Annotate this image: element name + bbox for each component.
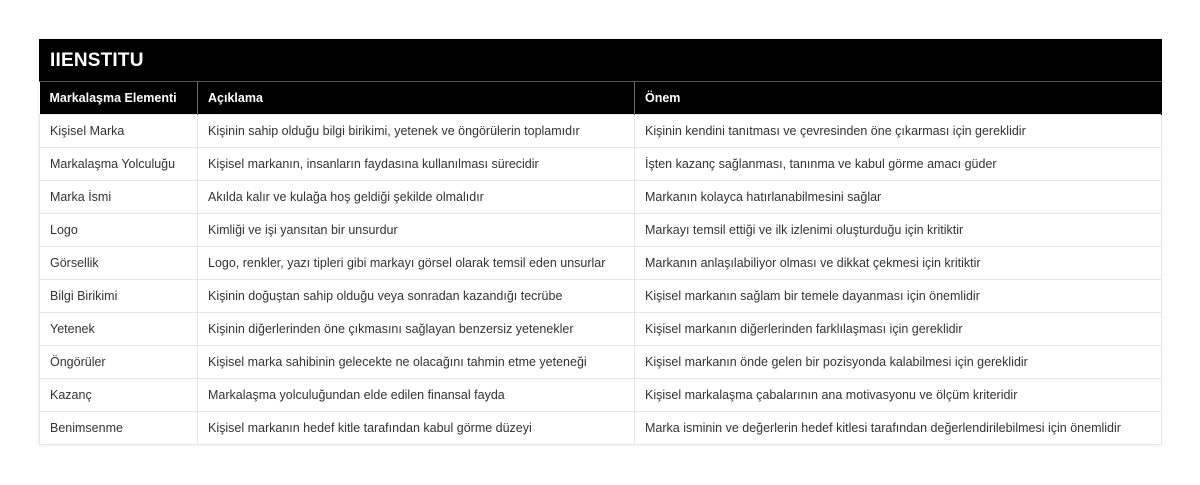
cell-description: Logo, renkler, yazı tipleri gibi markayı görsel olarak temsil eden unsurlar xyxy=(198,247,635,280)
cell-importance: İşten kazanç sağlanması, tanınma ve kabul görme amacı güder xyxy=(635,148,1162,181)
cell-description: Kişinin sahip olduğu bilgi birikimi, yetenek ve öngörülerin toplamıdır xyxy=(198,115,635,148)
cell-importance: Kişisel markanın önde gelen bir pozisyonda kalabilmesi için gereklidir xyxy=(635,346,1162,379)
cell-element: Kazanç xyxy=(40,379,198,412)
cell-description: Kişinin diğerlerinden öne çıkmasını sağlayan benzersiz yetenekler xyxy=(198,313,635,346)
cell-importance: Kişisel markanın diğerlerinden farklılaşması için gereklidir xyxy=(635,313,1162,346)
table-row xyxy=(40,148,1162,181)
table-row xyxy=(40,247,1162,280)
table-row xyxy=(40,379,1162,412)
table-row xyxy=(40,214,1162,247)
cell-element: Logo xyxy=(40,214,198,247)
cell-importance: Marka isminin ve değerlerin hedef kitlesi tarafından değerlendirilebilmesi için önemlidir xyxy=(635,412,1162,445)
cell-element: Bilgi Birikimi xyxy=(40,280,198,313)
cell-description: Kişinin doğuştan sahip olduğu veya sonradan kazandığı tecrübe xyxy=(198,280,635,313)
table-row xyxy=(40,115,1162,148)
table-row xyxy=(40,181,1162,214)
cell-description: Kişisel markanın hedef kitle tarafından kabul görme düzeyi xyxy=(198,412,635,445)
column-header-element: Markalaşma Elementi xyxy=(40,82,198,115)
cell-importance: Markanın anlaşılabiliyor olması ve dikkat çekmesi için kritiktir xyxy=(635,247,1162,280)
table-row xyxy=(40,346,1162,379)
column-header-importance: Önem xyxy=(635,82,1162,115)
data-table xyxy=(39,39,1162,445)
table-header-row xyxy=(40,82,1162,115)
table-row xyxy=(40,280,1162,313)
cell-importance: Kişisel markanın sağlam bir temele dayanması için önemlidir xyxy=(635,280,1162,313)
table-row xyxy=(40,313,1162,346)
cell-element: Yetenek xyxy=(40,313,198,346)
column-header-description: Açıklama xyxy=(198,82,635,115)
cell-element: Markalaşma Yolculuğu xyxy=(40,148,198,181)
table-row xyxy=(40,412,1162,445)
cell-element: Öngörüler xyxy=(40,346,198,379)
cell-description: Kişisel marka sahibinin gelecekte ne olacağını tahmin etme yeteneği xyxy=(198,346,635,379)
cell-element: Benimsenme xyxy=(40,412,198,445)
cell-importance: Markayı temsil ettiği ve ilk izlenimi oluşturduğu için kritiktir xyxy=(635,214,1162,247)
cell-element: Marka İsmi xyxy=(40,181,198,214)
cell-importance: Kişisel markalaşma çabalarının ana motivasyonu ve ölçüm kriteridir xyxy=(635,379,1162,412)
table-body xyxy=(40,115,1162,445)
cell-description: Markalaşma yolculuğundan elde edilen finansal fayda xyxy=(198,379,635,412)
cell-description: Kişisel markanın, insanların faydasına kullanılması sürecidir xyxy=(198,148,635,181)
cell-importance: Kişinin kendini tanıtması ve çevresinden öne çıkarması için gereklidir xyxy=(635,115,1162,148)
cell-description: Akılda kalır ve kulağa hoş geldiği şekilde olmalıdır xyxy=(198,181,635,214)
table-title-row xyxy=(40,40,1162,82)
table-title: IIENSTITU xyxy=(40,40,1162,82)
cell-element: Görsellik xyxy=(40,247,198,280)
table-container xyxy=(39,39,1161,445)
cell-importance: Markanın kolayca hatırlanabilmesini sağlar xyxy=(635,181,1162,214)
cell-element: Kişisel Marka xyxy=(40,115,198,148)
cell-description: Kimliği ve işi yansıtan bir unsurdur xyxy=(198,214,635,247)
